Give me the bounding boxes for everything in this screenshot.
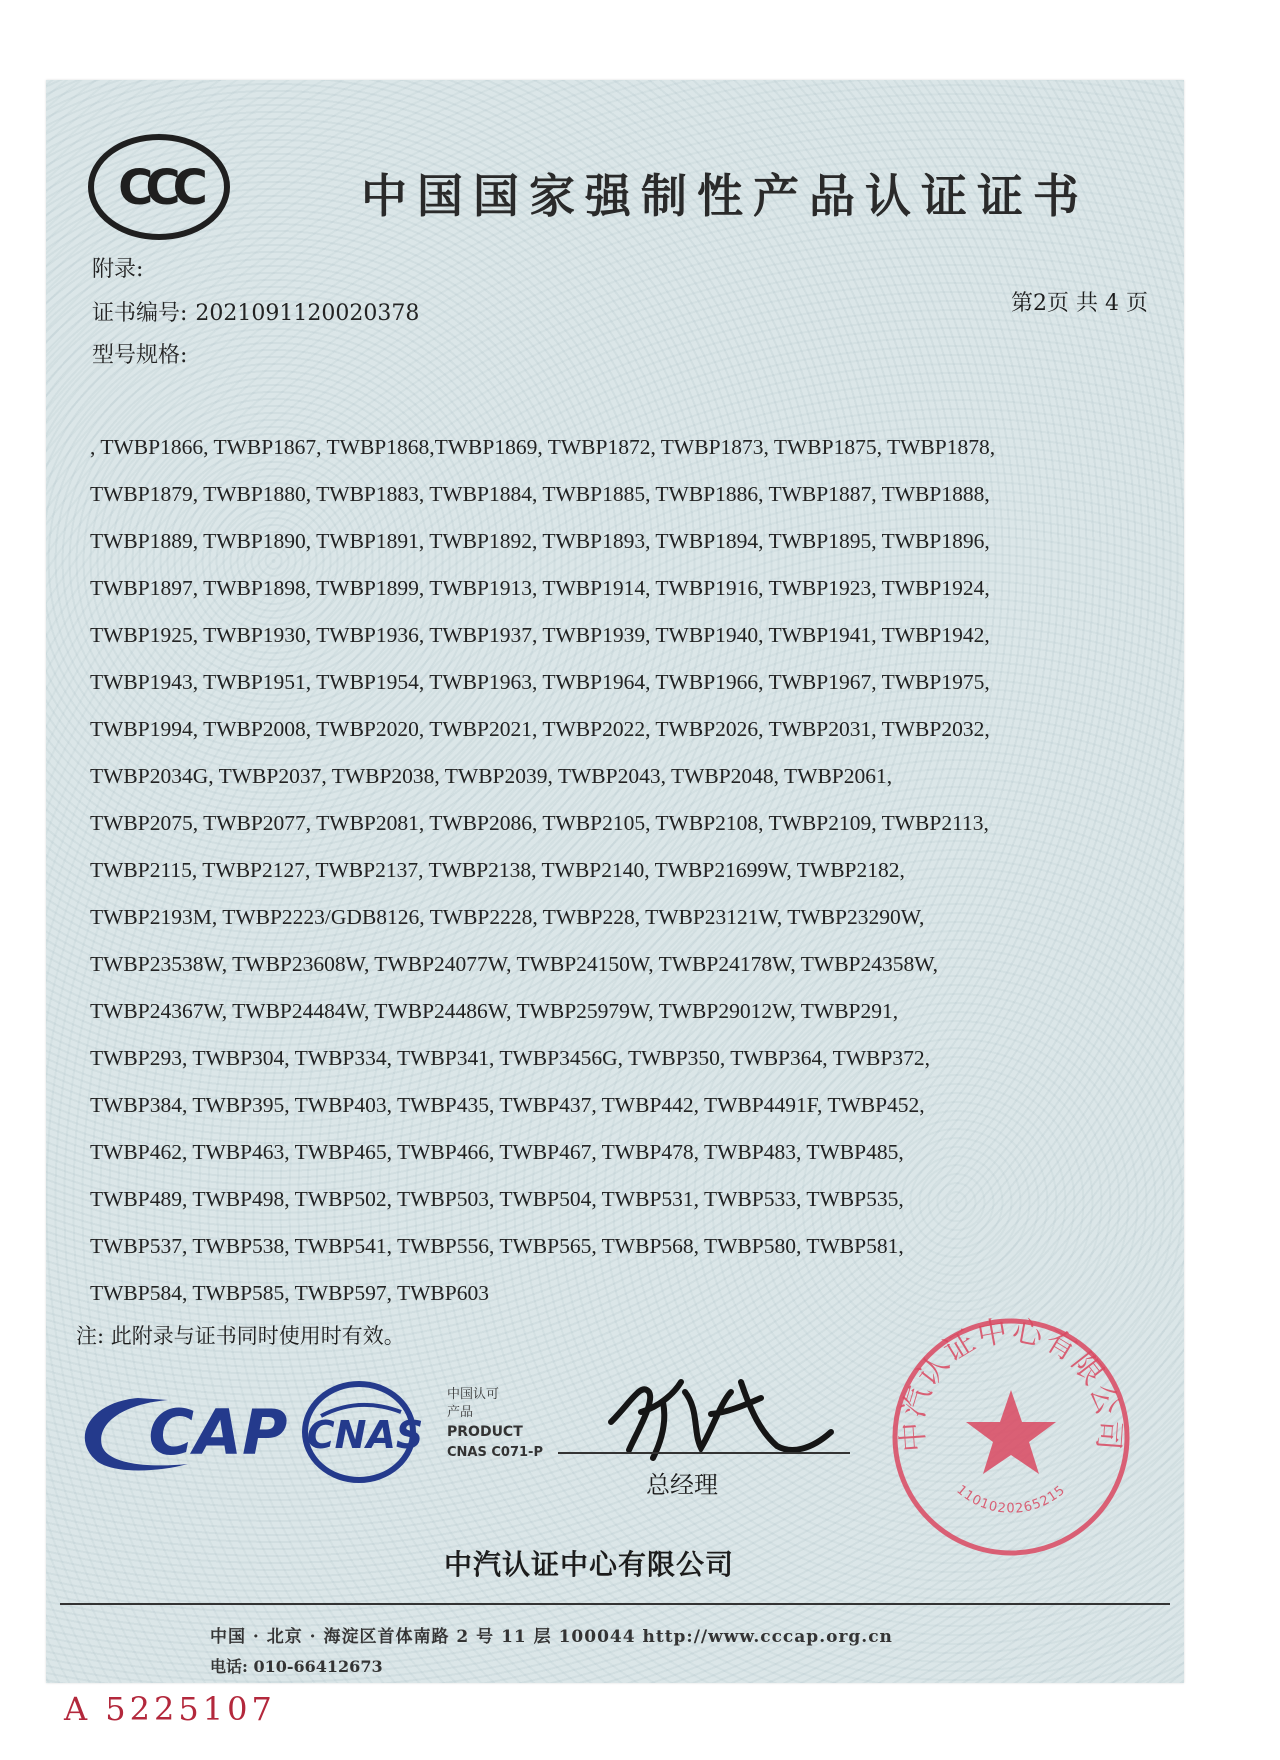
ccc-logo: [86, 132, 232, 242]
model-line: , TWBP1866, TWBP1867, TWBP1868,TWBP1869, TWBP1872, TWBP1873, TWBP1875, TWBP1878,: [90, 435, 996, 459]
model-line: TWBP2115, TWBP2127, TWBP2137, TWBP2138, TWBP2140, TWBP21699W, TWBP2182,: [90, 858, 905, 882]
model-line: TWBP1943, TWBP1951, TWBP1954, TWBP1963, TWBP1964, TWBP1966, TWBP1967, TWBP1975,: [90, 670, 990, 694]
model-line: TWBP293, TWBP304, TWBP334, TWBP341, TWBP3456G, TWBP350, TWBP364, TWBP372,: [90, 1046, 930, 1070]
svg-text:1101020265215: 1101020265215: [953, 1482, 1069, 1517]
cnas-logo: [301, 1370, 543, 1490]
svg-text:CCC: CCC: [118, 160, 200, 216]
model-line: TWBP1897, TWBP1898, TWBP1899, TWBP1913, TWBP1914, TWBP1916, TWBP1923, TWBP1924,: [90, 576, 990, 600]
page-indicator: 第2页 共 4 页: [1011, 291, 1148, 316]
model-line: TWBP462, TWBP463, TWBP465, TWBP466, TWBP467, TWBP478, TWBP483, TWBP485,: [90, 1140, 904, 1164]
model-line: TWBP1994, TWBP2008, TWBP2020, TWBP2021, TWBP2022, TWBP2026, TWBP2031, TWBP2032,: [90, 717, 990, 741]
svg-text:产品: 产品: [447, 1405, 474, 1420]
certificate-number: 2021091120020378: [195, 301, 420, 326]
model-line: TWBP1879, TWBP1880, TWBP1883, TWBP1884, TWBP1885, TWBP1886, TWBP1887, TWBP1888,: [90, 482, 990, 506]
model-line: TWBP24367W, TWBP24484W, TWBP24486W, TWBP25979W, TWBP29012W, TWBP291,: [90, 999, 899, 1023]
certificate-number-label: 证书编号:: [92, 301, 188, 326]
model-line: TWBP1925, TWBP1930, TWBP1936, TWBP1937, TWBP1939, TWBP1940, TWBP1941, TWBP1942,: [90, 623, 990, 647]
svg-text:中汽认证中心有限公司: 中汽认证中心有限公司: [895, 1313, 1127, 1454]
signatory-title: 总经理: [646, 1471, 718, 1499]
model-spec-label: 型号规格:: [92, 343, 188, 368]
certificate-number-row: [92, 296, 419, 327]
model-line: TWBP2193M, TWBP2223/GDB8126, TWBP2228, TWBP228, TWBP23121W, TWBP23290W,: [90, 905, 925, 929]
company-address: 中国 · 北京 · 海淀区首体南路 2 号 11 层 100044 http://www.cccap.org.cn: [210, 1627, 893, 1647]
serial-number: A 5225107: [64, 1690, 276, 1728]
svg-text:CNAS: CNAS: [306, 1413, 424, 1457]
model-line: TWBP537, TWBP538, TWBP541, TWBP556, TWBP565, TWBP568, TWBP580, TWBP581,: [90, 1234, 904, 1258]
company-phone: 电话: 010-66412673: [210, 1657, 383, 1676]
appendix-label: 附录:: [92, 257, 144, 282]
svg-text:CAP: CAP: [148, 1396, 288, 1469]
signature-line: [558, 1452, 850, 1454]
model-line: TWBP1889, TWBP1890, TWBP1891, TWBP1892, TWBP1893, TWBP1894, TWBP1895, TWBP1896,: [90, 529, 990, 553]
model-line: TWBP2075, TWBP2077, TWBP2081, TWBP2086, TWBP2105, TWBP2108, TWBP2109, TWBP2113,: [90, 811, 989, 835]
model-line: TWBP23538W, TWBP23608W, TWBP24077W, TWBP24150W, TWBP24178W, TWBP24358W,: [90, 952, 938, 976]
model-list: [90, 424, 1160, 1317]
model-line: TWBP384, TWBP395, TWBP403, TWBP435, TWBP437, TWBP442, TWBP4491F, TWBP452,: [90, 1093, 925, 1117]
validity-note: 注: 此附录与证书同时使用时有效。: [76, 1324, 405, 1348]
svg-text:PRODUCT: PRODUCT: [447, 1424, 523, 1440]
model-line: TWBP2034G, TWBP2037, TWBP2038, TWBP2039, TWBP2043, TWBP2048, TWBP2061,: [90, 764, 893, 788]
model-line: TWBP489, TWBP498, TWBP502, TWBP503, TWBP504, TWBP531, TWBP533, TWBP535,: [90, 1187, 904, 1211]
company-name: 中汽认证中心有限公司: [444, 1548, 735, 1581]
svg-text:中国认可: 中国认可: [447, 1387, 500, 1402]
star-icon: [966, 1390, 1056, 1474]
footer-divider: [60, 1603, 1170, 1605]
cap-logo: [68, 1380, 308, 1480]
signature: [601, 1362, 861, 1472]
company-seal: [886, 1312, 1136, 1562]
certificate-title: 中国国家强制性产品认证证书: [361, 169, 1089, 223]
certificate-sheet: [46, 80, 1184, 1683]
model-line: TWBP584, TWBP585, TWBP597, TWBP603: [90, 1281, 489, 1305]
svg-text:CNAS C071-P: CNAS C071-P: [447, 1445, 543, 1460]
